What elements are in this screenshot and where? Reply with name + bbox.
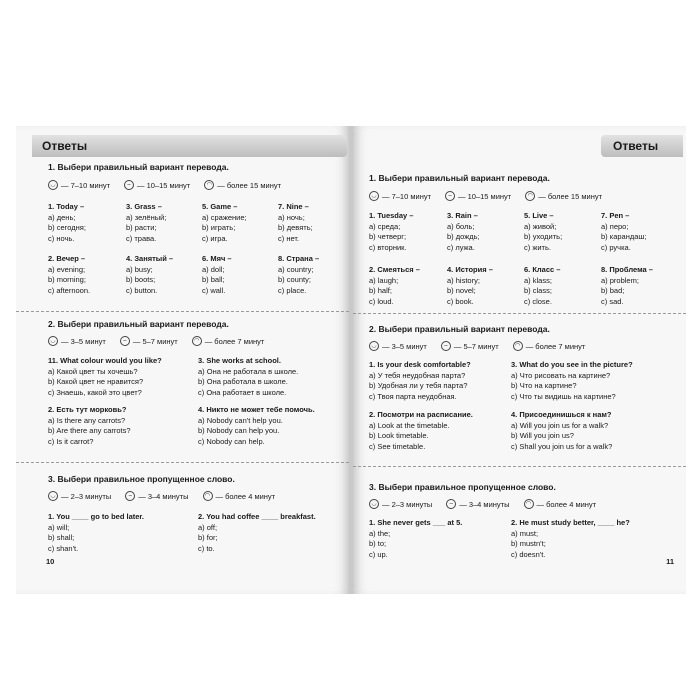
section-divider	[16, 311, 349, 312]
open-workbook	[16, 126, 686, 594]
neutral-face-icon: –	[446, 499, 456, 509]
task-title: 3. Выбери правильное пропущенное слово.	[48, 474, 235, 484]
answer-item: 4. Занятый – a) busy; b) boots; c) button.	[126, 254, 174, 295]
timing-label: — 10–15 минут	[137, 180, 191, 190]
task-title: 1. Выбери правильный вариант перевода.	[369, 173, 550, 183]
neutral-face-icon: –	[445, 191, 455, 201]
page-number: 11	[666, 557, 674, 566]
timing-label: — более 4 минут	[215, 491, 276, 501]
task-title: 2. Выбери правильный вариант перевода.	[369, 324, 550, 334]
timing-label: — 2–3 минуты	[61, 491, 112, 501]
timing-label: — более 15 минут	[217, 180, 282, 190]
answer-item: 1. She never gets ___ at 5. a) the; b) to; c) up.	[369, 518, 463, 559]
sad-face-icon: ◠	[524, 499, 534, 509]
section-divider	[353, 313, 686, 314]
answers-header: Ответы	[601, 135, 683, 157]
timing-label: — 7–10 минут	[382, 191, 432, 201]
sad-face-icon: ◠	[513, 341, 523, 351]
timing-label: — более 7 минут	[204, 336, 265, 346]
timing-label: — 3–5 минут	[61, 336, 106, 346]
task-title: 1. Выбери правильный вариант перевода.	[48, 162, 229, 172]
answer-item: 6. Класс – a) klass; b) class; c) close.	[524, 265, 561, 306]
answer-item: 3. Rain – a) боль; b) дождь; c) лужа.	[447, 211, 480, 252]
happy-face-icon: ◡	[48, 491, 58, 501]
timing-row	[369, 499, 596, 509]
neutral-face-icon: –	[125, 491, 135, 501]
answer-item: 8. Проблема – a) problem; b) bad; c) sad.	[601, 265, 653, 306]
timing-label: — более 4 минут	[536, 499, 597, 509]
answer-item: 2. Вечер – a) evening; b) morning; c) afternoon.	[48, 254, 91, 295]
section-divider	[16, 462, 349, 463]
timing-label: — более 7 минут	[525, 341, 586, 351]
answers-header: Ответы	[32, 135, 347, 157]
page-number: 10	[46, 557, 55, 566]
answer-item: 3. Grass – a) зелёный; b) расти; c) трава.	[126, 202, 167, 243]
timing-label: — 5–7 минут	[132, 336, 178, 346]
happy-face-icon: ◡	[369, 499, 379, 509]
timing-row	[48, 336, 264, 346]
answer-item: 2. Посмотри на расписание. a) Look at the timetable. b) Look timetable. c) See timetable.	[369, 410, 473, 451]
sad-face-icon: ◠	[192, 336, 202, 346]
neutral-face-icon: –	[120, 336, 130, 346]
neutral-face-icon: –	[441, 341, 451, 351]
answer-item: 2. Смеяться – a) laugh; b) half; c) loud.	[369, 265, 420, 306]
answer-item: 7. Nine – a) ночь; b) девять; c) нет.	[278, 202, 313, 243]
answer-item: 4. Никто не может тебе помочь. a) Nobody can't help you. b) Nobody can help you. c) Nobody can help.	[198, 405, 315, 446]
timing-label: — более 15 минут	[538, 191, 603, 201]
timing-label: — 7–10 минут	[61, 180, 111, 190]
answer-item: 1. You ____ go to bed later. a) will; b) shall; c) shan't.	[48, 512, 145, 553]
neutral-face-icon: –	[124, 180, 134, 190]
answer-item: 1. Is your desk comfortable? a) У тебя неудобная парта? b) Удобная ли у тебя парта? c) Твоя парта неудобная.	[369, 360, 471, 401]
sad-face-icon: ◠	[203, 491, 213, 501]
answer-item: 7. Pen – a) перо; b) карандаш; c) ручка.	[601, 211, 647, 252]
answer-item: 3. She works at school. a) Она не работала в школе. b) Она работала в школе. c) Она работает в школе.	[198, 356, 299, 397]
timing-row	[369, 191, 602, 201]
left-page	[16, 126, 349, 594]
timing-label: — 10–15 минут	[458, 191, 512, 201]
answer-item: 2. You had coffee ____ breakfast. a) off; b) for; c) to.	[198, 512, 316, 553]
right-page	[353, 126, 686, 594]
answer-item: 2. Есть тут морковь? a) Is there any carrots? b) Are there any carrots? c) Is it carrot?	[48, 405, 131, 446]
timing-label: — 3–4 минуты	[138, 491, 189, 501]
happy-face-icon: ◡	[48, 180, 58, 190]
section-divider	[353, 466, 686, 467]
timing-row	[48, 180, 281, 190]
answer-item: 8. Страна – a) country; b) county; c) place.	[278, 254, 320, 295]
timing-label: — 3–4 минуты	[459, 499, 510, 509]
answer-item: 3. What do you see in the picture? a) Что рисовать на картине? b) Что на картине? c) Что ты видишь на картине?	[511, 360, 633, 401]
answer-item: 5. Live – a) живой; b) уходить; c) жить.	[524, 211, 563, 252]
answer-item: 5. Game – a) сражение; b) играть; c) игра.	[202, 202, 247, 243]
answer-item: 4. История – a) history; b) novel; c) book.	[447, 265, 493, 306]
timing-label: — 5–7 минут	[453, 341, 499, 351]
timing-row	[48, 491, 275, 501]
happy-face-icon: ◡	[369, 191, 379, 201]
happy-face-icon: ◡	[48, 336, 58, 346]
answer-item: 11. What colour would you like? a) Какой цвет ты хочешь? b) Какой цвет не нравится? c) Знаешь, какой это цвет?	[48, 356, 162, 397]
sad-face-icon: ◠	[204, 180, 214, 190]
answer-item: 2. He must study better, ____ he? a) must; b) mustn't; c) doesn't.	[511, 518, 630, 559]
happy-face-icon: ◡	[369, 341, 379, 351]
timing-label: — 2–3 минуты	[382, 499, 433, 509]
timing-label: — 3–5 минут	[382, 341, 427, 351]
answer-item: 4. Присоединишься к нам? a) Will you join us for a walk? b) Will you join us? c) Shall you join us for a walk?	[511, 410, 613, 451]
task-title: 3. Выбери правильное пропущенное слово.	[369, 482, 556, 492]
sad-face-icon: ◠	[525, 191, 535, 201]
task-title: 2. Выбери правильный вариант перевода.	[48, 319, 229, 329]
answer-item: 1. Tuesday – a) среда; b) четверг; c) вторник.	[369, 211, 414, 252]
answer-item: 6. Мяч – a) doll; b) ball; c) wall.	[202, 254, 232, 295]
timing-row	[369, 341, 585, 351]
answer-item: 1. Today – a) день; b) сегодня; c) ночь.	[48, 202, 86, 243]
